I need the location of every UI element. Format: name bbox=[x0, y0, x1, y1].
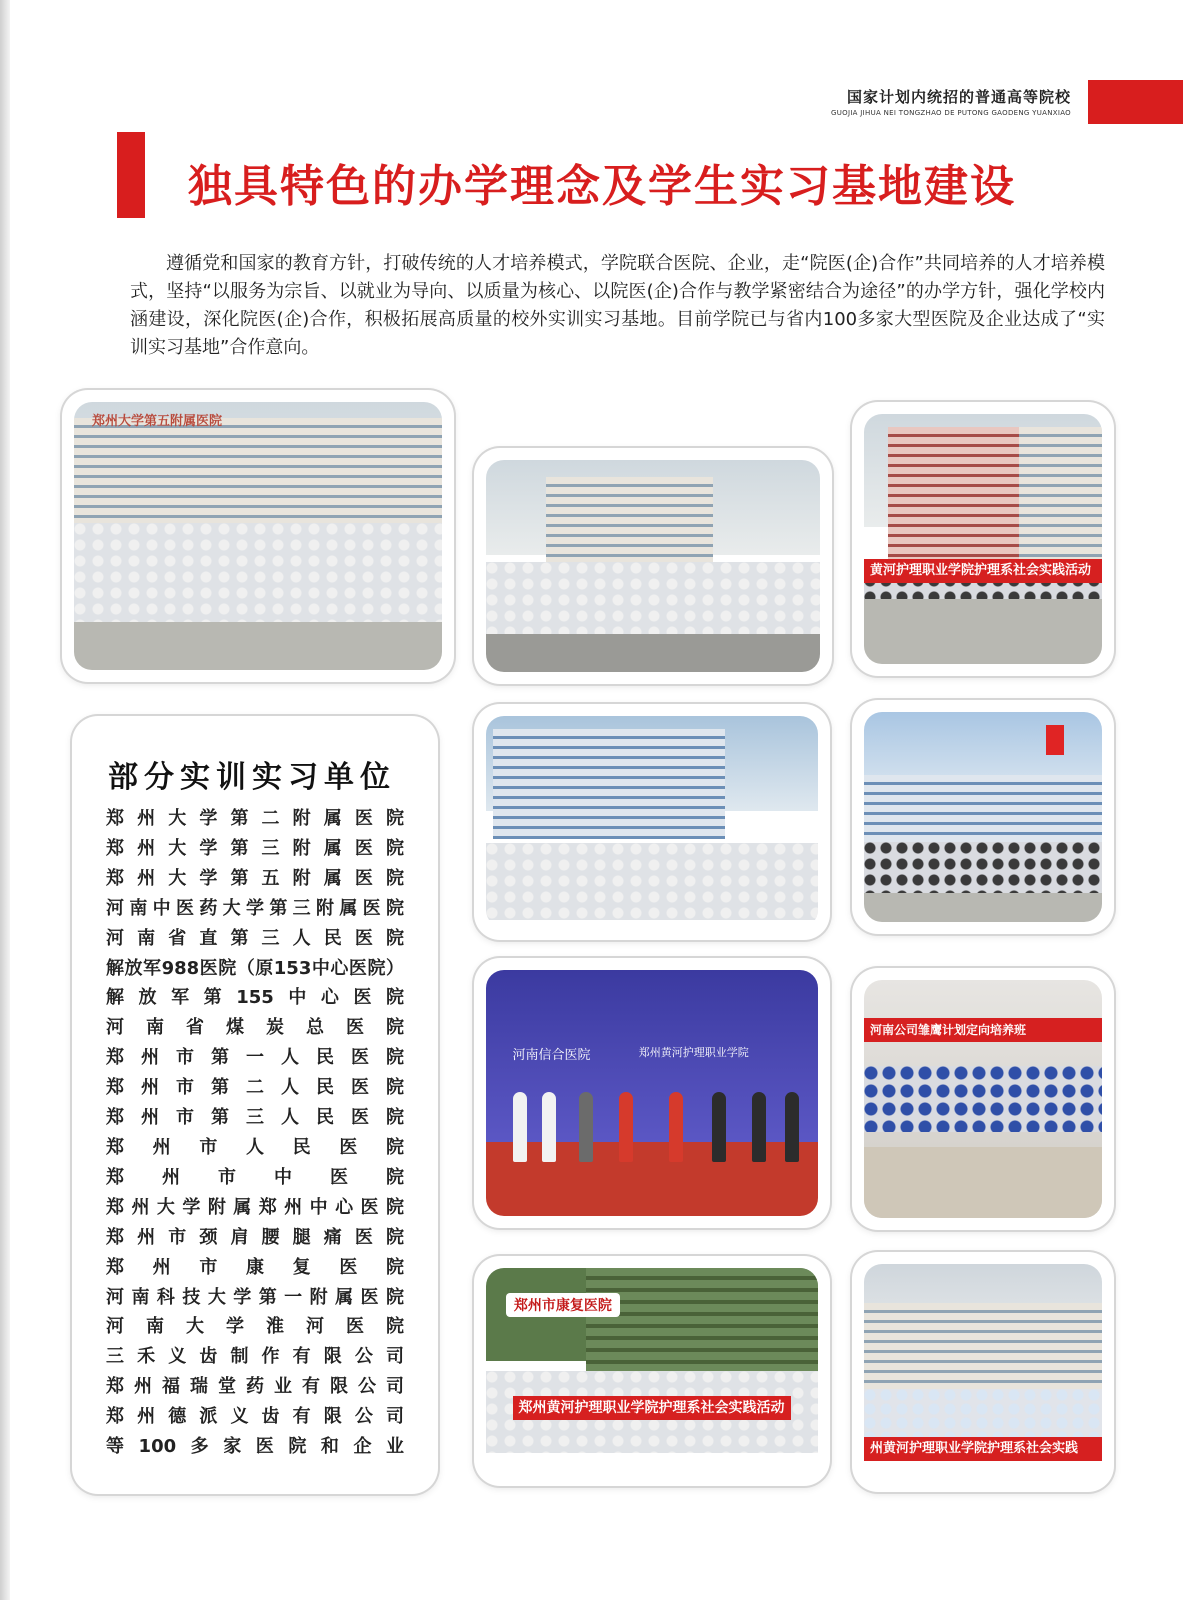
photo-7 bbox=[864, 980, 1102, 1218]
photo-card-9 bbox=[852, 1252, 1114, 1492]
photo-4 bbox=[486, 716, 818, 928]
photo-card-3 bbox=[852, 402, 1114, 676]
photo-9-banner: 州黄河护理职业学院护理系社会实践 bbox=[864, 1437, 1102, 1461]
photo-6 bbox=[486, 970, 818, 1216]
unit-list-item: 郑州市第二人民医院 bbox=[106, 1077, 404, 1099]
page-title: 独具特色的办学理念及学生实习基地建设 bbox=[188, 161, 1016, 212]
photo-card-7 bbox=[852, 968, 1114, 1230]
brand-pinyin: GUOJIA JIHUA NEI TONGZHAO DE PUTONG GAODENG YUANXIAO bbox=[831, 109, 1071, 117]
training-units-panel bbox=[72, 716, 438, 1494]
unit-list-item: 郑州德派义齿有限公司 bbox=[106, 1406, 404, 1428]
header-brand bbox=[831, 86, 1071, 117]
photo-card-8 bbox=[474, 1256, 830, 1486]
photo-card-6 bbox=[474, 958, 830, 1228]
photo-7-banner: 河南公司雏鹰计划定向培养班 bbox=[864, 1018, 1102, 1042]
unit-list-item: 郑州市中医院 bbox=[106, 1166, 404, 1188]
header-accent-block bbox=[1088, 80, 1183, 124]
photo-5 bbox=[864, 712, 1102, 922]
photo-2 bbox=[486, 460, 820, 672]
units-title: 部分实训实习单位 bbox=[108, 760, 396, 795]
unit-list-item: 河南大学淮河医院 bbox=[106, 1316, 404, 1338]
photo-1-sign: 郑州大学第五附属医院 bbox=[92, 414, 223, 429]
page-edge bbox=[0, 0, 10, 1600]
brand-chinese: 国家计划内统招的普通高等院校 bbox=[846, 88, 1071, 106]
unit-list-item: 河南中医药大学第三附属医院 bbox=[106, 897, 404, 919]
unit-list-item: 郑州大学第三附属医院 bbox=[106, 837, 404, 859]
photo-8-banner: 郑州黄河护理职业学院护理系社会实践活动 bbox=[513, 1396, 792, 1420]
unit-list-item: 郑州大学附属郑州中心医院 bbox=[106, 1196, 404, 1218]
photo-6-left-text: 河南信合医院 bbox=[512, 1047, 591, 1063]
unit-list-item: 郑州市颈肩腰腿痛医院 bbox=[106, 1226, 404, 1248]
photo-6-right-text: 郑州黄河护理职业学院 bbox=[638, 1045, 749, 1059]
photo-card-2 bbox=[474, 448, 832, 684]
intro-paragraph: 遵循党和国家的教育方针，打破传统的人才培养模式，学院联合医院、企业，走“院医(企)合作”共同培养的人才培养模式，坚持“以服务为宗旨、以就业为导向、以质量为核心、以院医(企)合作与教学紧密结合为途径”的办学方针，强化学校内涵建设，深化院医(企)合作，积极拓展高质量的校外实训实习基地。目前学院已与省内100多家大型医院及企业达成了“实训实习基地”合作意向。 bbox=[130, 253, 1105, 358]
unit-list-item: 河南省直第三人民医院 bbox=[106, 927, 404, 949]
photo-card-1 bbox=[62, 390, 454, 682]
units-list bbox=[106, 804, 404, 1462]
title-accent-bar bbox=[117, 132, 145, 218]
unit-list-item: 郑州市康复医院 bbox=[106, 1256, 404, 1278]
unit-list-item: 郑州大学第五附属医院 bbox=[106, 867, 404, 889]
unit-list-item: 河南科技大学第一附属医院 bbox=[106, 1286, 404, 1308]
photo-1 bbox=[74, 402, 442, 670]
photo-8-sign: 郑州市康复医院 bbox=[506, 1293, 620, 1317]
photo-card-5 bbox=[852, 700, 1114, 934]
unit-list-item: 三禾义齿制作有限公司 bbox=[106, 1346, 404, 1368]
photo-8 bbox=[486, 1268, 818, 1474]
unit-list-item: 郑州市人民医院 bbox=[106, 1136, 404, 1158]
unit-list-item: 郑州市第一人民医院 bbox=[106, 1047, 404, 1069]
photo-card-4 bbox=[474, 704, 830, 940]
photo-3-banner: 黄河护理职业学院护理系社会实践活动 bbox=[864, 559, 1102, 583]
unit-list-item: 郑州大学第二附属医院 bbox=[106, 808, 404, 829]
unit-list-item: 解放军988医院（原153中心医院） bbox=[106, 957, 404, 979]
photo-3 bbox=[864, 414, 1102, 664]
unit-list-item: 解放军第155中心医院 bbox=[106, 987, 404, 1009]
unit-list-item: 郑州市第三人民医院 bbox=[106, 1107, 404, 1129]
unit-list-item: 等100多家医院和企业 bbox=[106, 1436, 404, 1458]
unit-list-item: 河南省煤炭总医院 bbox=[106, 1017, 404, 1039]
unit-list-item: 郑州福瑞堂药业有限公司 bbox=[106, 1376, 404, 1398]
photo-9 bbox=[864, 1264, 1102, 1480]
